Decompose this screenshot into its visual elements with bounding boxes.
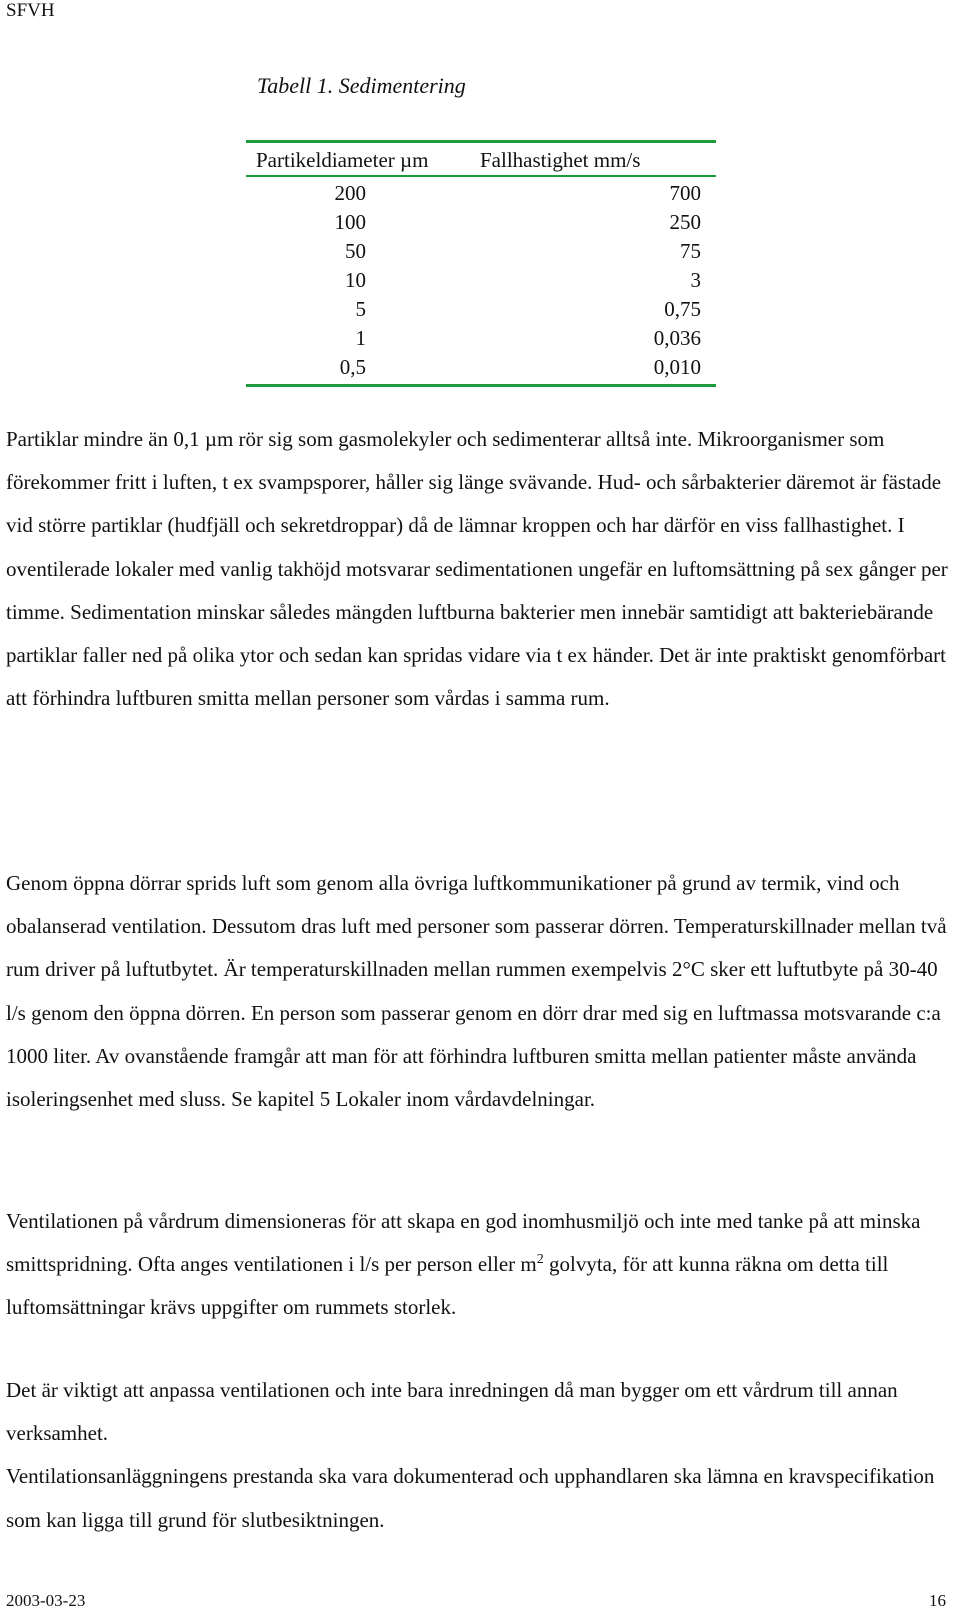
speed-cell: 3 [690, 268, 701, 292]
table-row [246, 237, 716, 266]
diameter-cell: 200 [334, 181, 366, 205]
superscript-two: 2 [536, 1252, 544, 1268]
diameter-cell: 10 [345, 268, 366, 292]
diameter-cell: 0,5 [339, 355, 366, 379]
speed-cell: 0,75 [664, 297, 701, 321]
paragraph-ventilation [6, 1200, 951, 1330]
table-row [246, 179, 716, 208]
paragraph-doors: Genom öppna dörrar sprids luft som genom alla övriga luftkommunikationer på grund av termik, vind och obalanserad ventilation. Dessutom dras luft med personer som passerar dörren. Temperaturskillnader mellan två rum driver på luftutbytet. Är temperaturskillnaden mellan rummen exempelvis 2°C sker ett luftutbyte på 30-40 l/s genom den öppna dörren. En person som passerar genom en dörr drar med sig en luftmassa motsvarande c:a 1000 liter. Av ovanstående framgår att man för att förhindra luftburen smitta mellan patienter måste använda isoleringsenhet med sluss. Se kapitel 5 Lokaler inom vårdavdelningar. [6, 871, 947, 1112]
speed-cell: 700 [669, 181, 701, 205]
table-body [246, 177, 716, 384]
diameter-cell: 1 [355, 326, 366, 350]
ventilation-text-start: Ventilationen på vårdrum dimensioneras för att skapa en god inomhusmiljö och inte med tanke på att minska smittspridning. Ofta anges ventilationen i l/s per person eller m [6, 1209, 921, 1277]
ventilation-text-end: golvyta, för att kunna räkna om detta till luftomsättningar krävs uppgifter om rummets storlek. [6, 1252, 889, 1320]
footer-date: 2003-03-23 [6, 1591, 86, 1610]
header-org: SFVH [6, 0, 55, 21]
table-row [246, 295, 716, 324]
table-header-row [246, 143, 716, 175]
table-caption: Tabell 1. Sedimentering [257, 73, 466, 98]
speed-cell: 75 [680, 239, 701, 263]
speed-cell: 250 [669, 210, 701, 234]
table-row [246, 208, 716, 237]
documentation-text: Ventilationsanläggningens prestanda ska vara dokumenterad och upphandlaren ska lämna en kravspecifikation som kan ligga till grund för slutbesiktningen. [6, 1464, 935, 1532]
col1-header: Partikeldiameter µm [256, 148, 429, 172]
speed-cell: 0,036 [653, 326, 701, 350]
speed-cell: 0,010 [653, 355, 701, 379]
paragraph-sedimentation: Partiklar mindre än 0,1 µm rör sig som gasmolekyler och sedimenterar alltså inte. Mikroorganismer som förekommer fritt i luften, t ex svampsporer, håller sig länge svävande. Hud- och sårbakterier däremot är fästade vid större partiklar (hudfjäll och sekretdroppar) då de lämnar kroppen och har därför en viss fallhastighet. I oventilerade lokaler med vanlig takhöjd motsvarar sedimentationen ungefär en luftomsättning på sex gånger per timme. Sedimentation minskar således mängden luftburna bakterier men innebär samtidigt att bakteriebärande partiklar faller ned på olika ytor och sedan kan spridas vidare via t ex händer. Det är inte praktiskt genomförbart att förhindra luftburen smitta mellan personer som vårdas i samma rum. [6, 427, 948, 711]
adaptation-text: Det är viktigt att anpassa ventilationen och inte bara inredningen då man bygger om ett vårdrum till annan verksamhet. [6, 1378, 898, 1446]
col2-header: Fallhastighet mm/s [480, 148, 641, 172]
diameter-cell: 50 [345, 239, 366, 263]
diameter-cell: 100 [334, 210, 366, 234]
sedimentation-table [246, 140, 716, 387]
table-row [246, 266, 716, 295]
table-row [246, 324, 716, 353]
table-bottom-rule [246, 384, 716, 387]
table-row [246, 353, 716, 382]
diameter-cell: 5 [355, 297, 366, 321]
page-number: 16 [929, 1591, 946, 1610]
paragraph-adaptation [6, 1369, 951, 1542]
